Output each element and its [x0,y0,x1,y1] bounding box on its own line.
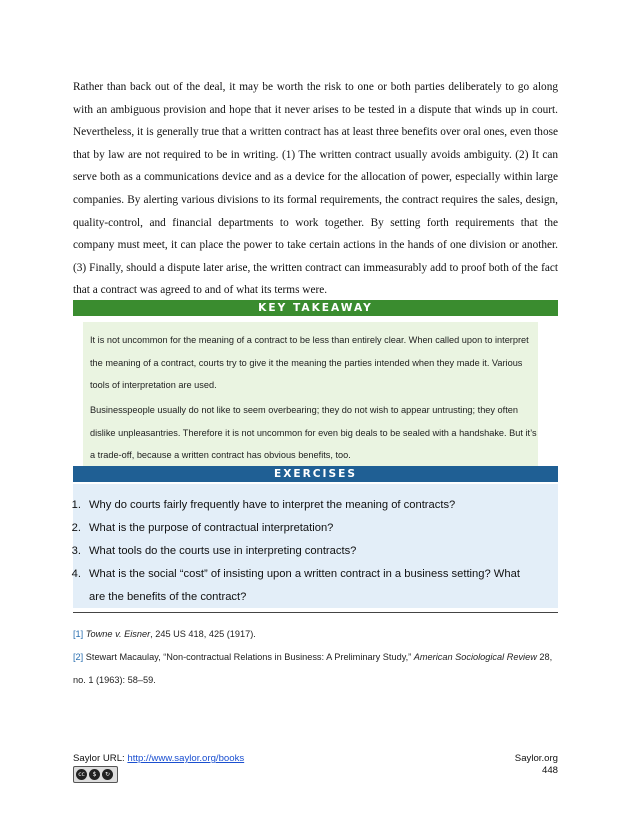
citation-detail: , 245 US 418, 425 (1917). [150,629,256,639]
footer-url-label: Saylor URL: [73,753,128,764]
exercise-number: 4. [71,568,81,580]
exercise-text: What tools do the courts use in interpreting contracts? [89,545,357,557]
journal-title: American Sociological Review [413,652,537,662]
exercises-heading: EXERCISES [73,466,558,482]
takeaway-paragraph: Businesspeople usually do not like to seem overbearing; they do not wish to appear untrusting; they often dislike unpleasantries. Therefore it is not uncommon for even big deals to be sealed with a handshake. But it’s a trade-off, because a written contract has obvious benefits, too. [90,405,537,460]
exercise-number: 2. [71,522,81,534]
footer-url [73,753,244,764]
citation-detail: 28, no. 1 (1963): 58–59. [73,652,553,685]
exercise-text: What is the purpose of contractual interpretation? [89,522,334,534]
page-number: 448 [541,765,558,776]
body-paragraph: Rather than back out of the deal, it may be worth the risk to one or both parties deliberately to go along with an ambiguous provision and hope that it never arises to be tested in a dispute that winds up in court. Nevertheless, it is generally true that a written contract has at least three benefits over oral ones, even those that by law are not required to be in writing. (1) The written contract usually avoids ambiguity. (2) It can serve both as a communications device and as a device for the allocation of power, especially within large companies. By alerting various divisions to its formal requirements, the contract requires the sales, design, quality-control, and financial departments to work together. By setting forth requirements that the company must meet, it can place the power to take certain actions in the hands of one division or another. (3) Finally, should a dispute later arise, the written contract can immeasurably add to proof both of the fact that a contract was agreed to and of what its terms were. [73,81,558,297]
exercise-text: What is the social “cost” of insisting upon a written contract in a business setting? What are the benefits of the contract? [89,568,520,603]
footer-site: Saylor.org [514,753,558,764]
exercise-number: 3. [71,545,81,557]
citation-author-title: Stewart Macaulay, “Non-contractual Relations in Business: A Preliminary Study,” [83,652,414,662]
footer-page-info [515,753,558,777]
exercises-box [73,484,558,608]
footnote-1 [73,623,558,646]
footnote-divider [73,612,558,613]
key-takeaway-box [83,322,538,466]
exercise-text: Why do courts fairly frequently have to interpret the meaning of contracts? [89,499,456,511]
case-citation: Towne v. Eisner [85,629,151,639]
footnote-2 [73,646,558,692]
footnote-link[interactable]: [1] [73,629,84,639]
takeaway-paragraph: It is not uncommon for the meaning of a contract to be less than entirely clear. When called upon to interpret the meaning of a contract, courts try to give it the meaning the parties intended when they made it. Various tools of interpretation are used. [90,335,529,390]
footnote-link[interactable]: [2] [73,652,84,662]
cc-by-nc-sa-icon: cc $ ↻ [73,766,118,783]
key-takeaway-heading: KEY TAKEAWAY [73,300,558,316]
exercise-number: 1. [71,499,81,511]
saylor-books-link[interactable]: http://www.saylor.org/books [127,753,245,764]
